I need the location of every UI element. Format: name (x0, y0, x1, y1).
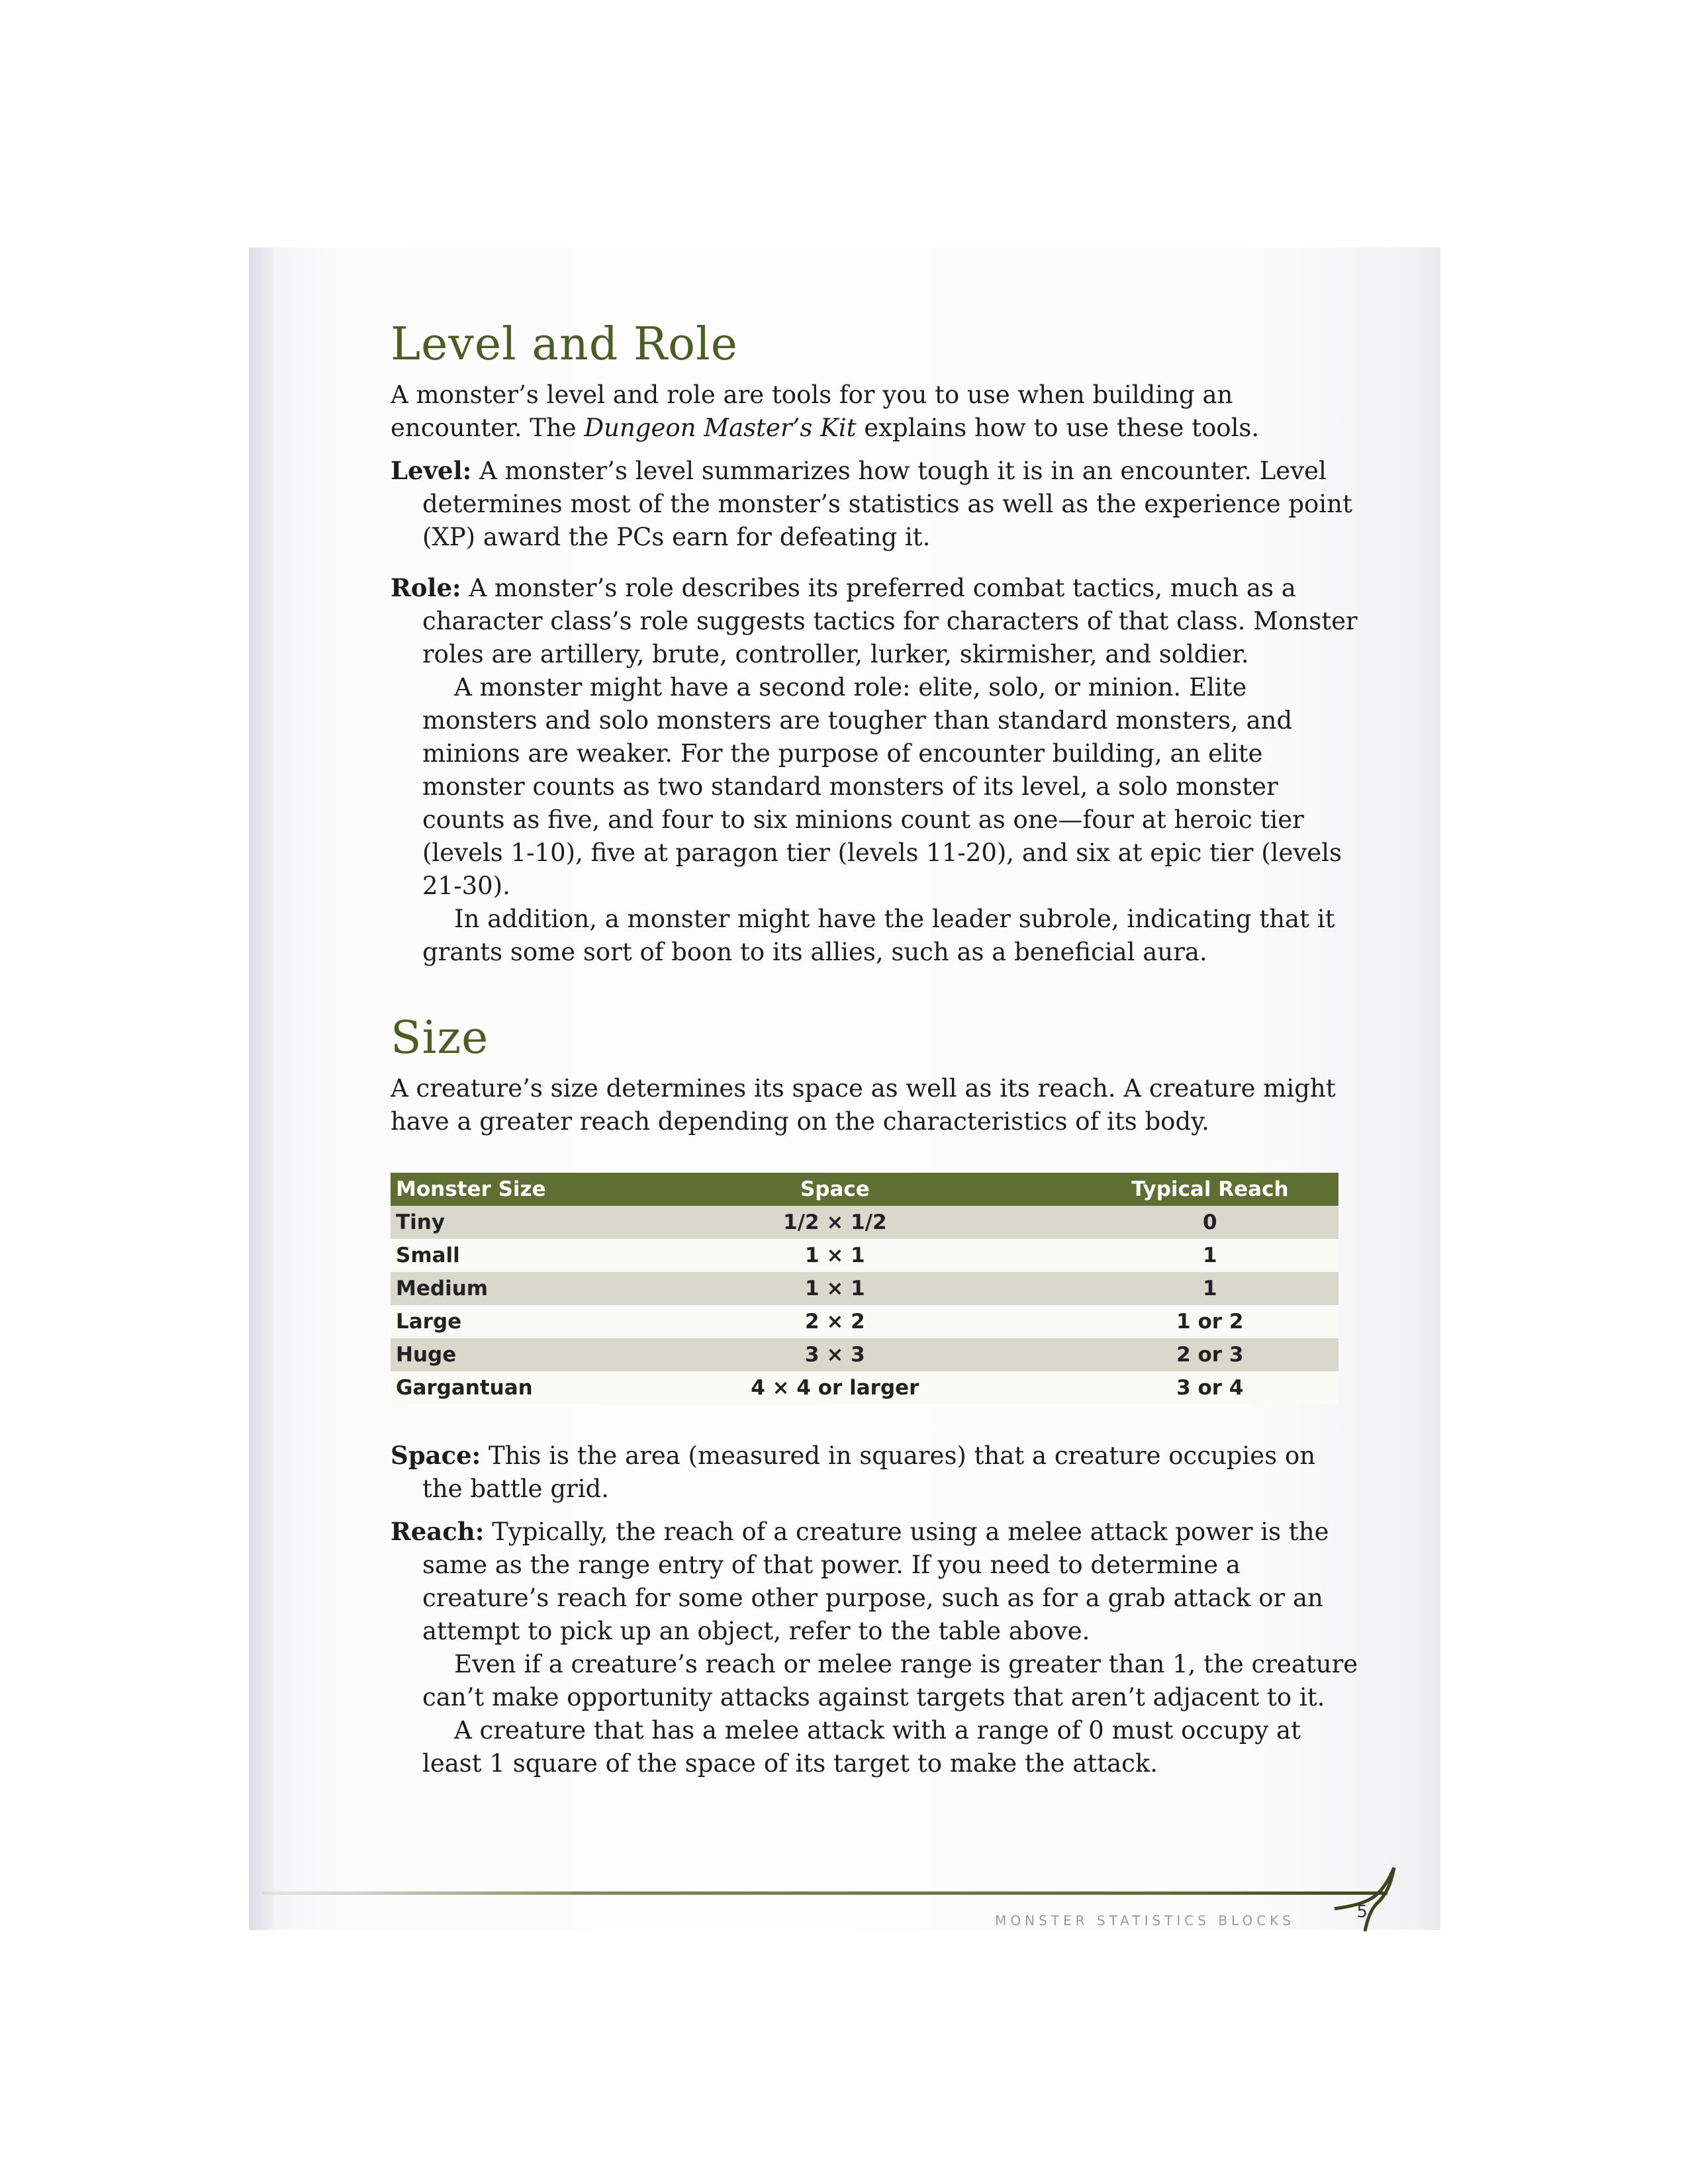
reach-paragraph-3: A creature that has a melee attack with a range of 0 must occupy at least 1 square of the space of its target to make the attack. (422, 1716, 1301, 1778)
page-content (391, 319, 1360, 1780)
table-row: Medium 1 × 1 1 (391, 1272, 1338, 1305)
heading-level-and-role: Level and Role (391, 318, 739, 371)
space-term: Space: (391, 1441, 481, 1470)
size-table (391, 1173, 1338, 1404)
scanned-page (249, 248, 1440, 1930)
size-intro: A creature’s size determines its space as well as its reach. A creature might have a greater reach depending on the characteristics of its body. (391, 1074, 1336, 1136)
table-row: Small 1 × 1 1 (391, 1239, 1338, 1272)
page-spine-shadow (249, 248, 275, 1930)
level-role-intro: A monster’s level and role are tools for you to use when building an encounter. The Dungeon Master’s Kit explains how to use these tools. (391, 381, 1260, 442)
col-monster-size: Monster Size (391, 1173, 716, 1206)
table-row: Gargantuan 4 × 4 or larger 3 or 4 (391, 1371, 1338, 1404)
heading-size: Size (391, 1012, 489, 1064)
col-typical-reach: Typical Reach (955, 1173, 1338, 1206)
book-title: Dungeon Master’s Kit (584, 414, 857, 442)
size-table-header (391, 1173, 1338, 1206)
level-definition: Level: A monster’s level summarizes how tough it is in an encounter. Level determines most of the monster’s statistics as well as the experience point (XP) award the PCs earn for defeating it. (391, 456, 1352, 551)
reach-definition: Reach: Typically, the reach of a creature using a melee attack power is the same as the range entry of that power. If you need to determine a creature’s reach for some other purpose, such as for a grab attack or an attempt to pick up an object, refer to the table above. (391, 1517, 1329, 1645)
table-row: Tiny 1/2 × 1/2 0 (391, 1206, 1338, 1239)
footer-rule (262, 1891, 1387, 1895)
role-paragraph-3: In addition, a monster might have the leader subrole, indicating that it grants some sort of boon to its allies, such as a beneficial aura. (422, 905, 1335, 966)
page-number: 5 (1356, 1902, 1368, 1922)
reach-term: Reach: (391, 1517, 485, 1546)
table-row: Huge 3 × 3 2 or 3 (391, 1338, 1338, 1371)
space-definition: Space: This is the area (measured in squares) that a creature occupies on the battle grid. (391, 1441, 1316, 1503)
footer-flourish-icon (1328, 1862, 1401, 1935)
role-term: Role: (391, 573, 461, 602)
role-paragraph-2: A monster might have a second role: elite, solo, or minion. Elite monsters and solo monsters are tougher than standard monsters, and minions are weaker. For the purpose of encounter building, an elite monster counts as two standard monsters of its level, a solo monster counts as five, and four to six minions count as one—four at heroic tier (levels 1-10), five at paragon tier (levels 11-20), and six at epic tier (levels 21-30). (422, 673, 1342, 900)
reach-paragraph-2: Even if a creature’s reach or melee range is greater than 1, the creature can’t make opportunity attacks against targets that aren’t adjacent to it. (422, 1650, 1358, 1711)
role-definition: Role: A monster’s role describes its preferred combat tactics, much as a character class’s role suggests tactics for characters of that class. Monster roles are artillery, brute, controller, lurker, skirmisher, and soldier. (391, 573, 1358, 668)
level-term: Level: (391, 456, 472, 485)
col-space: Space (716, 1173, 954, 1206)
table-row: Large 2 × 2 1 or 2 (391, 1305, 1338, 1338)
running-title: MONSTER STATISTICS BLOCKS (995, 1913, 1295, 1929)
